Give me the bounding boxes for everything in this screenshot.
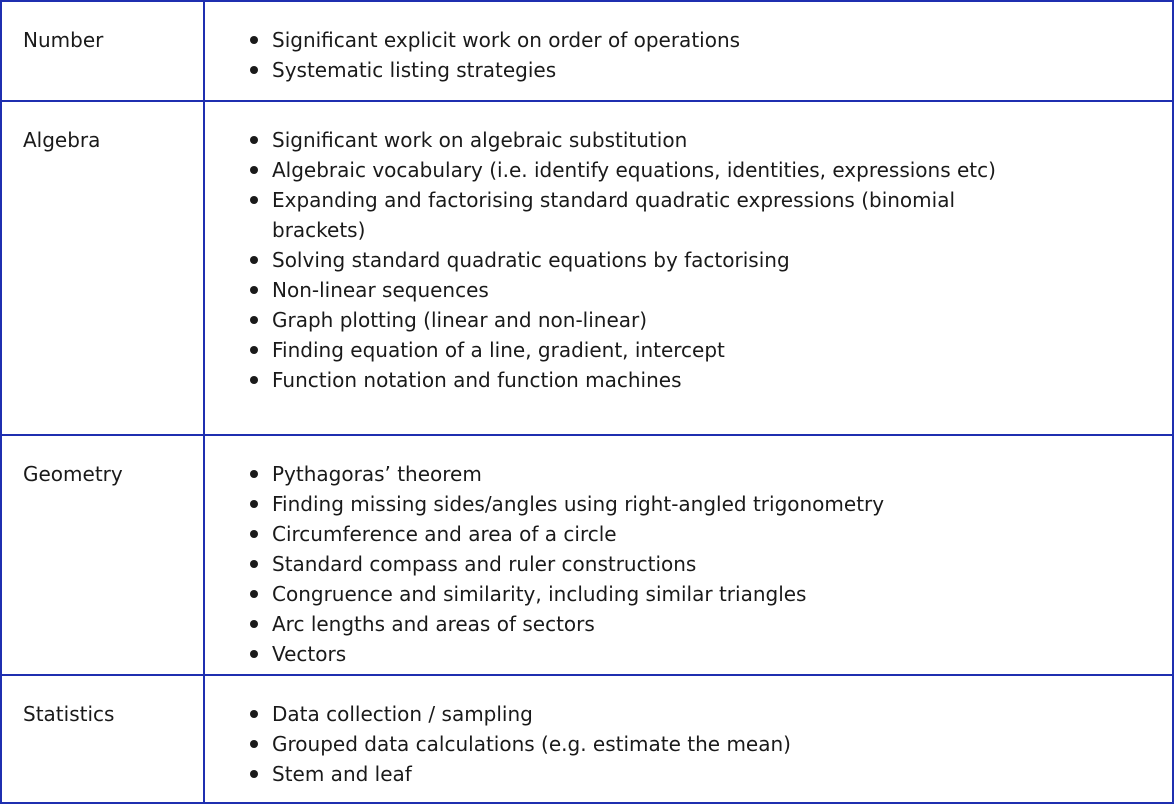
- topic-label-algebra: Algebra: [23, 128, 101, 152]
- list-item-text: Grouped data calculations (e.g. estimate the mean): [272, 732, 791, 756]
- list-item: [250, 519, 1010, 549]
- list-item-text: Congruence and similarity, including similar triangles: [272, 582, 807, 606]
- bullet-icon: [250, 36, 258, 44]
- list-item: [250, 25, 1010, 55]
- list-item: [250, 335, 1010, 365]
- topic-cell: [1, 435, 204, 675]
- list-item: [250, 489, 1010, 519]
- bullet-icon: [250, 286, 258, 294]
- bullet-icon: [250, 620, 258, 628]
- list-item-text: Algebraic vocabulary (i.e. identify equations, identities, expressions etc): [272, 158, 996, 182]
- bullet-icon: [250, 256, 258, 264]
- bullet-icon: [250, 136, 258, 144]
- list-item: [250, 549, 1010, 579]
- bullet-icon: [250, 376, 258, 384]
- list-item: [250, 639, 1010, 669]
- list-item-text: Finding missing sides/angles using right-angled trigonometry: [272, 492, 885, 516]
- topic-label-statistics: Statistics: [23, 702, 115, 726]
- item-list-geometry: [205, 436, 1010, 669]
- list-item: [250, 55, 1010, 85]
- list-item-text: Systematic listing strategies: [272, 58, 557, 82]
- list-item-text: Data collection / sampling: [272, 702, 533, 726]
- list-item-text: Standard compass and ruler constructions: [272, 552, 697, 576]
- list-item: [250, 155, 1010, 185]
- topic-label-number: Number: [23, 28, 104, 52]
- table-row-statistics: [1, 675, 1173, 803]
- list-item: [250, 365, 1010, 395]
- table-row-algebra: [1, 101, 1173, 435]
- list-item-text: Stem and leaf: [272, 762, 412, 786]
- items-cell: [204, 675, 1173, 803]
- items-cell: [204, 1, 1173, 101]
- list-item: [250, 729, 1010, 759]
- list-item-text: Pythagoras’ theorem: [272, 462, 482, 486]
- item-list-algebra: [205, 102, 1010, 395]
- topic-label-geometry: Geometry: [23, 462, 123, 486]
- list-item: [250, 245, 1010, 275]
- list-item: [250, 759, 1010, 789]
- bullet-icon: [250, 740, 258, 748]
- bullet-icon: [250, 710, 258, 718]
- topic-cell: [1, 101, 204, 435]
- list-item: [250, 699, 1010, 729]
- list-item-text: Significant work on algebraic substitution: [272, 128, 688, 152]
- bullet-icon: [250, 560, 258, 568]
- topic-cell: [1, 1, 204, 101]
- table-row-geometry: [1, 435, 1173, 675]
- list-item-text: Non-linear sequences: [272, 278, 489, 302]
- bullet-icon: [250, 590, 258, 598]
- list-item-text: Significant explicit work on order of operations: [272, 28, 741, 52]
- item-list-number: [205, 2, 1010, 85]
- item-list-statistics: [205, 676, 1010, 789]
- bullet-icon: [250, 66, 258, 74]
- items-cell: [204, 101, 1173, 435]
- bullet-icon: [250, 770, 258, 778]
- list-item-text: Function notation and function machines: [272, 368, 682, 392]
- table-row-number: [1, 1, 1173, 101]
- bullet-icon: [250, 346, 258, 354]
- list-item: [250, 579, 1010, 609]
- bullet-icon: [250, 650, 258, 658]
- list-item-text: Solving standard quadratic equations by factorising: [272, 248, 790, 272]
- list-item-text: Finding equation of a line, gradient, intercept: [272, 338, 725, 362]
- bullet-icon: [250, 500, 258, 508]
- list-item: [250, 185, 1010, 245]
- bullet-icon: [250, 530, 258, 538]
- list-item: [250, 459, 1010, 489]
- bullet-icon: [250, 470, 258, 478]
- bullet-icon: [250, 166, 258, 174]
- list-item-text: Graph plotting (linear and non-linear): [272, 308, 648, 332]
- list-item: [250, 125, 1010, 155]
- bullet-icon: [250, 196, 258, 204]
- list-item-text: Vectors: [272, 642, 347, 666]
- list-item-text: Arc lengths and areas of sectors: [272, 612, 595, 636]
- list-item: [250, 609, 1010, 639]
- list-item-text: Expanding and factorising standard quadratic expressions (binomial brackets): [272, 188, 956, 242]
- list-item: [250, 275, 1010, 305]
- topic-cell: [1, 675, 204, 803]
- list-item: [250, 305, 1010, 335]
- items-cell: [204, 435, 1173, 675]
- list-item-text: Circumference and area of a circle: [272, 522, 617, 546]
- bullet-icon: [250, 316, 258, 324]
